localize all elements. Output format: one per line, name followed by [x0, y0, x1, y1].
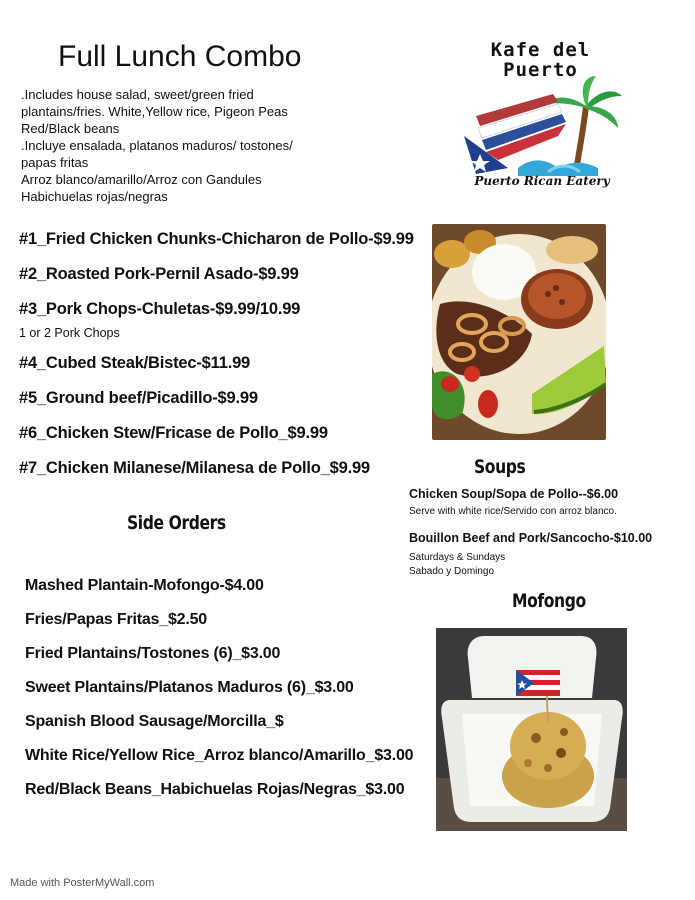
combo-item-5: #5_Ground beef/Picadillo-$9.99 [19, 389, 258, 407]
description-line: .Includes house salad, sweet/green fried [21, 87, 254, 102]
description-line: Arroz blanco/amarillo/Arroz con Gandules [21, 172, 262, 187]
restaurant-logo [458, 40, 623, 200]
description-line: plantains/fries. White,Yellow rice, Pigeon Peas [21, 104, 288, 119]
combo-plate-image [432, 224, 606, 440]
side-orders-heading: Side Orders [127, 512, 226, 534]
mofongo-image [436, 628, 627, 831]
combo-item-4: #4_Cubed Steak/Bistec-$11.99 [19, 354, 251, 372]
description-line: Habichuelas rojas/negras [21, 189, 168, 204]
combo-item-3: #3_Pork Chops-Chuletas-$9.99/10.99 [19, 300, 301, 318]
combo-item-1: #1_Fried Chicken Chunks-Chicharon de Pollo-$9.99 [19, 230, 414, 248]
soup-item-2-note-line2: Sabado y Domingo [409, 566, 495, 577]
page-title: Full Lunch Combo [58, 40, 302, 73]
cruise-ship-flag-icon [458, 76, 623, 176]
side-item-6: White Rice/Yellow Rice_Arroz blanco/Amarillo_$3.00 [25, 747, 414, 764]
side-item-5: Spanish Blood Sausage/Morcilla_$ [25, 713, 284, 730]
combo-item-6: #6_Chicken Stew/Fricase de Pollo_$9.99 [19, 424, 328, 442]
logo-name-line2: Puerto [503, 59, 578, 81]
soup-item-1: Chicken Soup/Sopa de Pollo--$6.00 [409, 487, 619, 501]
combo-plate-photo [432, 224, 606, 440]
description-line: .Incluye ensalada, platanos maduros/ tostones/ [21, 138, 293, 153]
combo-3-note: 1 or 2 Pork Chops [19, 326, 120, 340]
soups-heading: Soups [474, 456, 526, 478]
soup-item-2-note-line1: Saturdays & Sundays [409, 552, 506, 563]
mofongo-photo [436, 628, 627, 831]
side-item-3: Fried Plantains/Tostones (6)_$3.00 [25, 645, 281, 662]
logo-tagline: Puerto Rican Eatery [474, 174, 610, 188]
description-line: papas fritas [21, 155, 89, 170]
side-item-4: Sweet Plantains/Platanos Maduros (6)_$3.00 [25, 679, 354, 696]
combo-description [21, 86, 311, 205]
combo-item-2: #2_Roasted Pork-Pernil Asado-$9.99 [19, 265, 299, 283]
logo-name-line1: Kafe del [490, 39, 591, 61]
soup-item-1-note: Serve with white rice/Servido con arroz blanco. [409, 506, 617, 517]
combo-item-7: #7_Chicken Milanese/Milanesa de Pollo_$9.99 [19, 459, 370, 477]
side-item-2: Fries/Papas Fritas_$2.50 [25, 611, 207, 628]
soup-item-2: Bouillon Beef and Pork/Sancocho-$10.00 [409, 531, 653, 545]
mofongo-heading: Mofongo [512, 590, 586, 612]
side-item-7: Red/Black Beans_Habichuelas Rojas/Negras_$3.00 [25, 781, 405, 798]
side-item-1: Mashed Plantain-Mofongo-$4.00 [25, 577, 264, 594]
footer-credit: Made with PosterMyWall.com [10, 877, 155, 889]
description-line: Red/Black beans [21, 121, 120, 136]
